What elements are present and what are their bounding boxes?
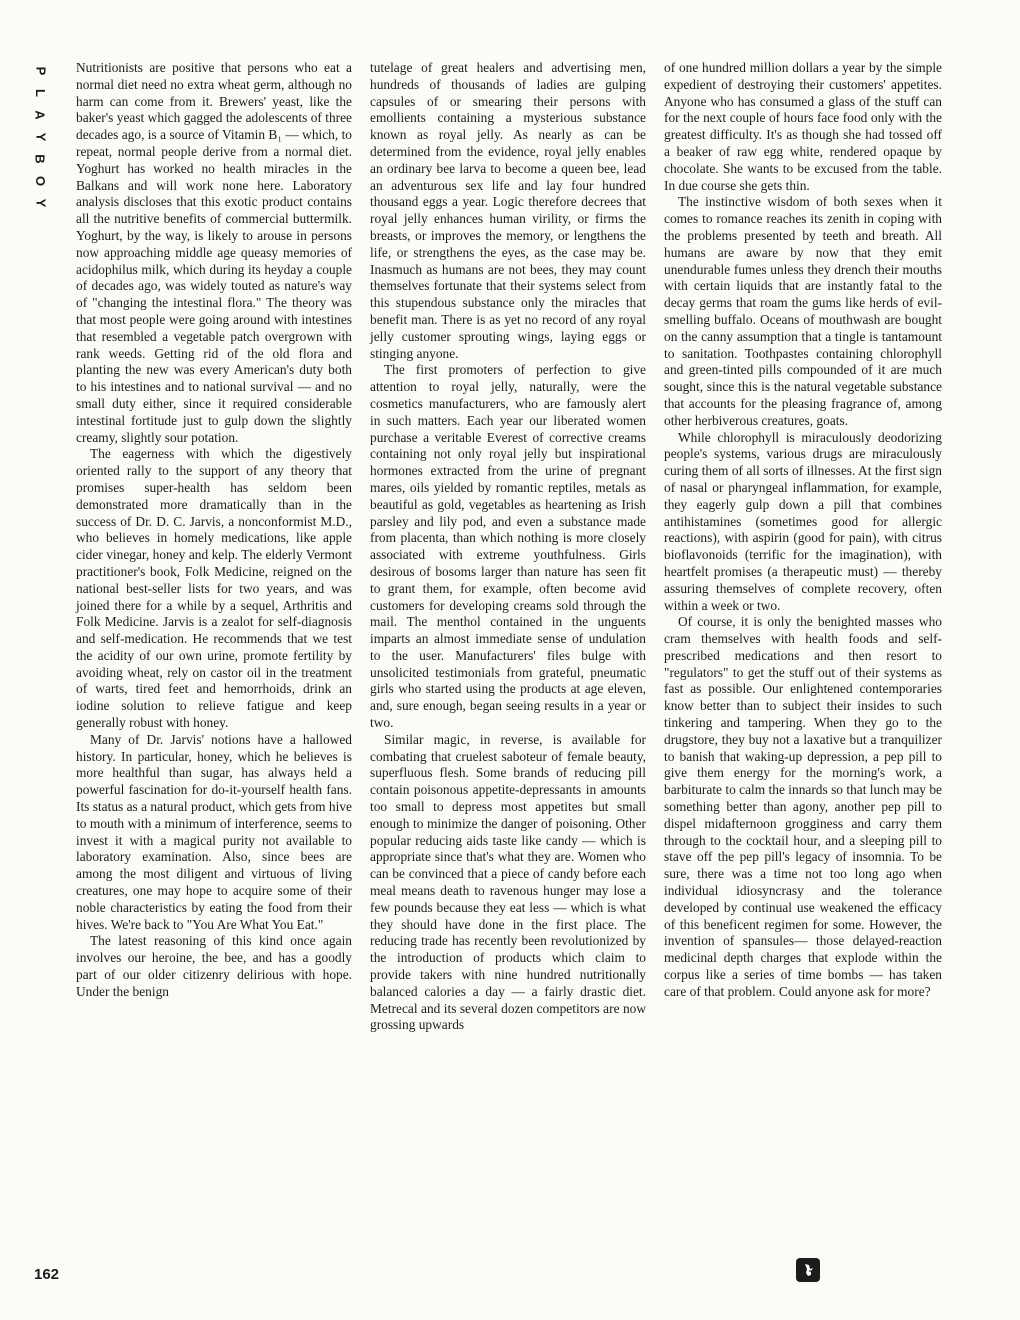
sidebar-letter: Y bbox=[32, 198, 48, 208]
page-number: 162 bbox=[34, 1266, 60, 1283]
paragraph: The eagerness with which the digestively oriented rally to the support of any theory that promises super-health has seldom been demonstrated more dramatically than in the success of Dr. D. C. Jarvis, a nonconformist M.D., who believes in homely medications, like apple cider vinegar, honey and kelp. The elderly Vermont practitioner's book, Folk Medicine, reigned on the national best-seller lists for two years, and was joined there for a while by a sequel, Arthritis and Folk Medicine. Jarvis is a zealot for self-diagnosis and self-medication. He recommends that we test the acidity of our own urine, promote fertility by avoiding wheat, rely on castor oil in the treatment of warts, tired feet and hemorrhoids, drink an iodine solution to relieve fatigue and keep generally robust with honey. bbox=[76, 446, 352, 731]
text-column-3 bbox=[664, 60, 942, 1001]
paragraph: The instinctive wisdom of both sexes when it comes to romance reaches its zenith in coping with the problems presented by teeth and breath. All humans are aware by now that they emit unendurable fumes unless they drench their mouths with certain liquids that are instantly fatal to the decay germs that roam the gums like herds of evil-smelling buffalo. Oceans of mouthwash are bought on the canny assumption that a tingle is tantamount to sanitation. Toothpastes containing chlorophyll and green-tinted pills compounded of it are much sought, since this is the natural vegetable substance that accounts for the pleasing fragrance of, among other herbiverous creatures, goats. bbox=[664, 194, 942, 428]
sidebar-letter: O bbox=[33, 175, 48, 187]
paragraph: tutelage of great healers and advertising men, hundreds of thousands of ladies are gulping capsules of or smearing their persons with emollients containing a mysterious substance known as royal jelly. As nearly as can be determined from the evidence, royal jelly enables an ordinary bee larva to become a queen bee, lead an adventurous sex life and lay four hundred thousand eggs a year. Logic therefore decrees that royal jelly enhances human virility, or firms the breasts, or improves the memory, or lengthens the life, or strengthens the eyes, as the case may be. Inasmuch as humans are not bees, they may count themselves fortunate that their systems select from this stupendous substance only the miracles that benefit man. There is as yet no record of any royal jelly customer sprouting wings, laying eggs or stinging anyone. bbox=[370, 60, 646, 361]
magazine-name-vertical bbox=[28, 60, 52, 214]
sidebar-letter: A bbox=[32, 110, 48, 120]
text-column-1 bbox=[76, 60, 352, 1001]
paragraph: The first promoters of perfection to give attention to royal jelly, naturally, were the cosmetics manufacturers, who are famously alert in such matters. Each year our liberated women purchase a veritable Everest of corrective creams containing not only royal jelly but inspirational hormones extracted from the urine of pregnant mares, oils yielded by romantic reptiles, metals as beautiful as gold, vegetables as heartening as Irish parsley and lily pod, and even a substance made from placenta, than which nothing is more closely associated with extreme youthfulness. Girls desirous of bosoms larger than nature has seen fit to grant them, for example, often become avid customers for developing creams sold through the mail. The menthol contained in the unguents imparts an almost immediate sense of undulation to the user. Manufacturers' files bulge with unsolicited testimonials from grateful, pneumatic girls who started using the products at age eleven, and, sure enough, began seeing results in a year or two. bbox=[370, 362, 646, 731]
paragraph: Many of Dr. Jarvis' notions have a hallowed history. In particular, honey, which he believes is more healthful than sugar, has always held a powerful fascination for do-it-yourself health fans. Its status as a natural product, which gets from hive to mouth with a minimum of interference, seems to invest it with a magical purity not available to laboratory examination. Also, since bees are among the most diligent and virtuous of living creatures, one may hope to acquire some of their noble characteristics by eating the food from their hives. We're back to "You Are What You Eat." bbox=[76, 731, 352, 932]
sidebar-letter: P bbox=[32, 66, 48, 76]
sidebar-letter: Y bbox=[32, 132, 48, 142]
paragraph: The latest reasoning of this kind once again involves our heroine, the bee, and has a goodly part of our older citizenry delirious with hope. Under the benign bbox=[76, 933, 352, 999]
sidebar-letter: B bbox=[32, 154, 48, 164]
paragraph: of one hundred million dollars a year by the simple expedient of destroying their customers' appetites. Anyone who has consumed a glass of the stuff can for the next couple of hours face food only with the greatest difficulty. It's as though she had tossed off a beaker of raw egg white, rendered opaque by chocolate. She wants to be excused from the table. In due course she gets thin. bbox=[664, 60, 942, 193]
rabbit-logo-icon bbox=[796, 1258, 820, 1282]
text-column-2 bbox=[370, 60, 646, 1034]
paragraph: Similar magic, in reverse, is available for combating that cruelest saboteur of female beauty, superfluous flesh. Some brands of reducing pill contain poisonous appetite-depressants in amounts too small to depress most appetites but small enough to minimize the danger of poisoning. Other popular reducing aids taste like candy — which is appropriate since that's what they are. Women who can be convinced that a piece of candy before each meal means death to ravenous hunger may lose a few pounds because they eat less — which is what they should have done in the first place. The reducing trade has recently been revolutionized by the introduction of products which claim to provide takers with nine hundred nutritionally balanced calories a day — a fairly drastic diet. Metrecal and its several dozen competitors are now grossing upwards bbox=[370, 731, 646, 1033]
sidebar-letter: L bbox=[32, 89, 48, 97]
paragraph: While chlorophyll is miraculously deodorizing people's systems, various drugs are miraculously curing them of all sorts of illnesses. At the first sign of nasal or pharyngeal inflammation, for example, they eagerly gulp down a pill that combines antihistamines (sometimes good for allergic reactions), with aspirin (good for pain), with citrus bioflavonoids (terrific for the imagination), with heartfelt promises (a therapeutic must) — thereby assuring themselves of complete recovery, often within a week or two. bbox=[664, 429, 942, 613]
paragraph: Nutritionists are positive that persons who eat a normal diet need no extra wheat germ, although no harm can come from it. Brewers' yeast, like the baker's yeast which gagged the adolescents of three decades ago, is a source of Vitamin B₁ — which, to repeat, normal people derive from a normal diet. Yoghurt has worked no health miracles in the Balkans and will work none here. Laboratory analysis discloses that this exotic product contains all the nutritive benefits of commercial buttermilk. Yoghurt, by the way, is likely to arouse in persons now approaching middle age queasy memories of acidophilus milk, which during its heyday a couple of decades ago, was widely touted as nature's way of "changing the intestinal flora." The theory was that most people were going around with intestines that resembled a vegetable patch overgrown with rank weeds. Getting rid of the old flora and planting the new was every American's duty both to his intestines and to national survival — and no small duty either, since it required considerable intestinal fortitude just to gulp down the slightly creamy, slightly sour potation. bbox=[76, 60, 352, 445]
paragraph: Of course, it is only the benighted masses who cram themselves with health foods and self-prescribed medications and then resort to "regulators" to get the stuff out of their systems as fast as possible. Our enlightened contemporaries know better than to subject their insides to such tinkering and tampering. When they go to the drugstore, they buy not a laxative but a tranquilizer to banish that waking-up depression, a pep pill to give them energy for the morning's work, a barbiturate to calm the innards so that lunch may be something better than agony, another pep pill to dispel midafternoon grogginess and carry them through to the cocktail hour, and a sleeping pill to stave off the pep pill's legacy of insomnia. To be sure, there was a time not too long ago when individual idiosyncrasy and the tolerance developed by continual use weakened the efficacy of this beneficent regimen for some. However, the invention of spansules— those delayed-reaction medicinal depth charges that explode within the corpus like a series of time bombs — has taken care of that problem. Could anyone ask for more? bbox=[664, 614, 942, 999]
